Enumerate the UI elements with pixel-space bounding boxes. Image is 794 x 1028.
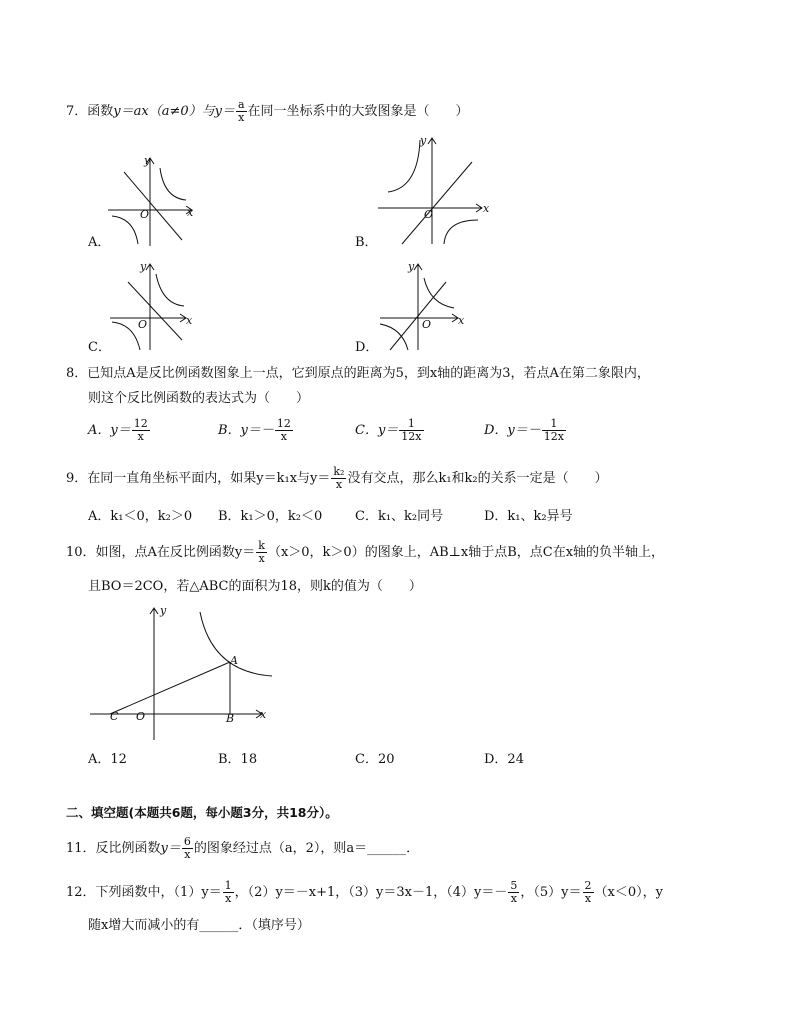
q8-option-c[interactable]: C．y＝ $\frac{1}{12x}$: [355, 417, 422, 443]
q10-figure: [90, 600, 290, 746]
q10-x-label: x: [260, 708, 267, 721]
q7b-origin-label: O: [424, 208, 434, 221]
q9-stem: 9．在同一直角坐标平面内，如果y＝k₁x与y＝ $\frac{\text{k₂}}{x}$ 没有交点，那么k₁和k₂的关系一定是（ ）: [66, 465, 608, 491]
q7b-x-label: x: [483, 202, 490, 215]
q7-fraction: $\frac{a}{x}$: [237, 98, 245, 124]
q7a-origin-label: O: [140, 208, 150, 221]
q7-graph-c: [106, 258, 216, 354]
q10-point-a: A: [230, 654, 238, 667]
q7c-x-label: x: [186, 314, 193, 327]
q8-stem-line2: 则这个反比例函数的表达式为（ ）: [88, 391, 310, 406]
q10-origin: O: [136, 710, 146, 723]
q7-graph-a: [104, 150, 224, 250]
q9-option-a[interactable]: A．k₁＜0，k₂＞0: [88, 509, 193, 524]
q7b-y-label: y: [420, 134, 427, 147]
q10-stem-line1: 10．如图，点A在反比例函数y＝ $\frac{k}{x}$ （x＞0，k＞0）的图象上，AB⊥x轴于点B，点C在x轴的负半轴上，: [66, 539, 665, 565]
q10-option-a[interactable]: A．12: [88, 752, 127, 767]
q7-graph-b: [374, 132, 504, 248]
q12-stem-line1: 12．下列函数中，（1）y＝ $\frac{1}{x}$ ，（2）y＝－x+1，（3）y＝3x－1，（4）y＝－ $\frac{5}{x}$ ，（5）y＝ $\frac{2}{x}$ （x＜0），y: [66, 879, 663, 905]
q9-option-c[interactable]: C．k₁、k₂同号: [355, 509, 444, 524]
section-heading: 二、填空题(本题共6题，每小题3分，共18分）。: [66, 805, 338, 820]
q12-stem-line2: 随x增大而减小的有______．（填序号）: [88, 918, 310, 933]
q8-option-a[interactable]: A．y＝ $\frac{12}{x}$: [88, 417, 148, 443]
q10-y-label: y: [160, 604, 167, 617]
q10-option-d[interactable]: D．24: [484, 752, 524, 767]
q7a-x-label: x: [187, 206, 194, 219]
q7-option-c[interactable]: C．: [88, 340, 111, 355]
q10-stem-line2: 且BO＝2CO，若△ABC的面积为18，则k的值为（ ）: [88, 579, 422, 594]
q9-option-b[interactable]: B．k₁＞0，k₂＜0: [218, 509, 323, 524]
q7-option-d[interactable]: D．: [355, 340, 379, 355]
q7-graph-d: [376, 258, 476, 354]
q7d-x-label: x: [458, 314, 465, 327]
q9-option-d[interactable]: D．k₁、k₂异号: [484, 509, 573, 524]
q7c-origin-label: O: [138, 318, 148, 331]
q8-option-d[interactable]: D．y＝－ $\frac{1}{12x}$: [484, 417, 564, 443]
q10-point-b: B: [226, 712, 235, 725]
q10-option-c[interactable]: C．20: [355, 752, 395, 767]
q8-stem-line1: 8．已知点A是反比例函数图象上一点，它到原点的距离为5，到x轴的距离为3，若点A在第二象限内，: [66, 366, 650, 381]
q11-stem: 11．反比例函数y＝ $\frac{6}{x}$ 的图象经过点（a，2），则a＝______．: [66, 835, 420, 861]
q7c-y-label: y: [140, 260, 147, 273]
q10-option-b[interactable]: B．18: [218, 752, 258, 767]
q7-option-a[interactable]: A．: [88, 235, 111, 250]
q10-point-c: C: [110, 710, 119, 723]
q7-option-b[interactable]: B．: [355, 235, 378, 250]
q7d-y-label: y: [408, 260, 415, 273]
q8-option-b[interactable]: B．y＝－ $\frac{12}{x}$: [218, 417, 291, 443]
q7d-origin-label: O: [422, 318, 432, 331]
q7-stem: 7．函数y＝ax（a≠0）与y＝ $\frac{a}{x}$ 在同一坐标系中的大致图象是（ ）: [66, 98, 469, 124]
q7a-y-label: y: [144, 154, 151, 167]
